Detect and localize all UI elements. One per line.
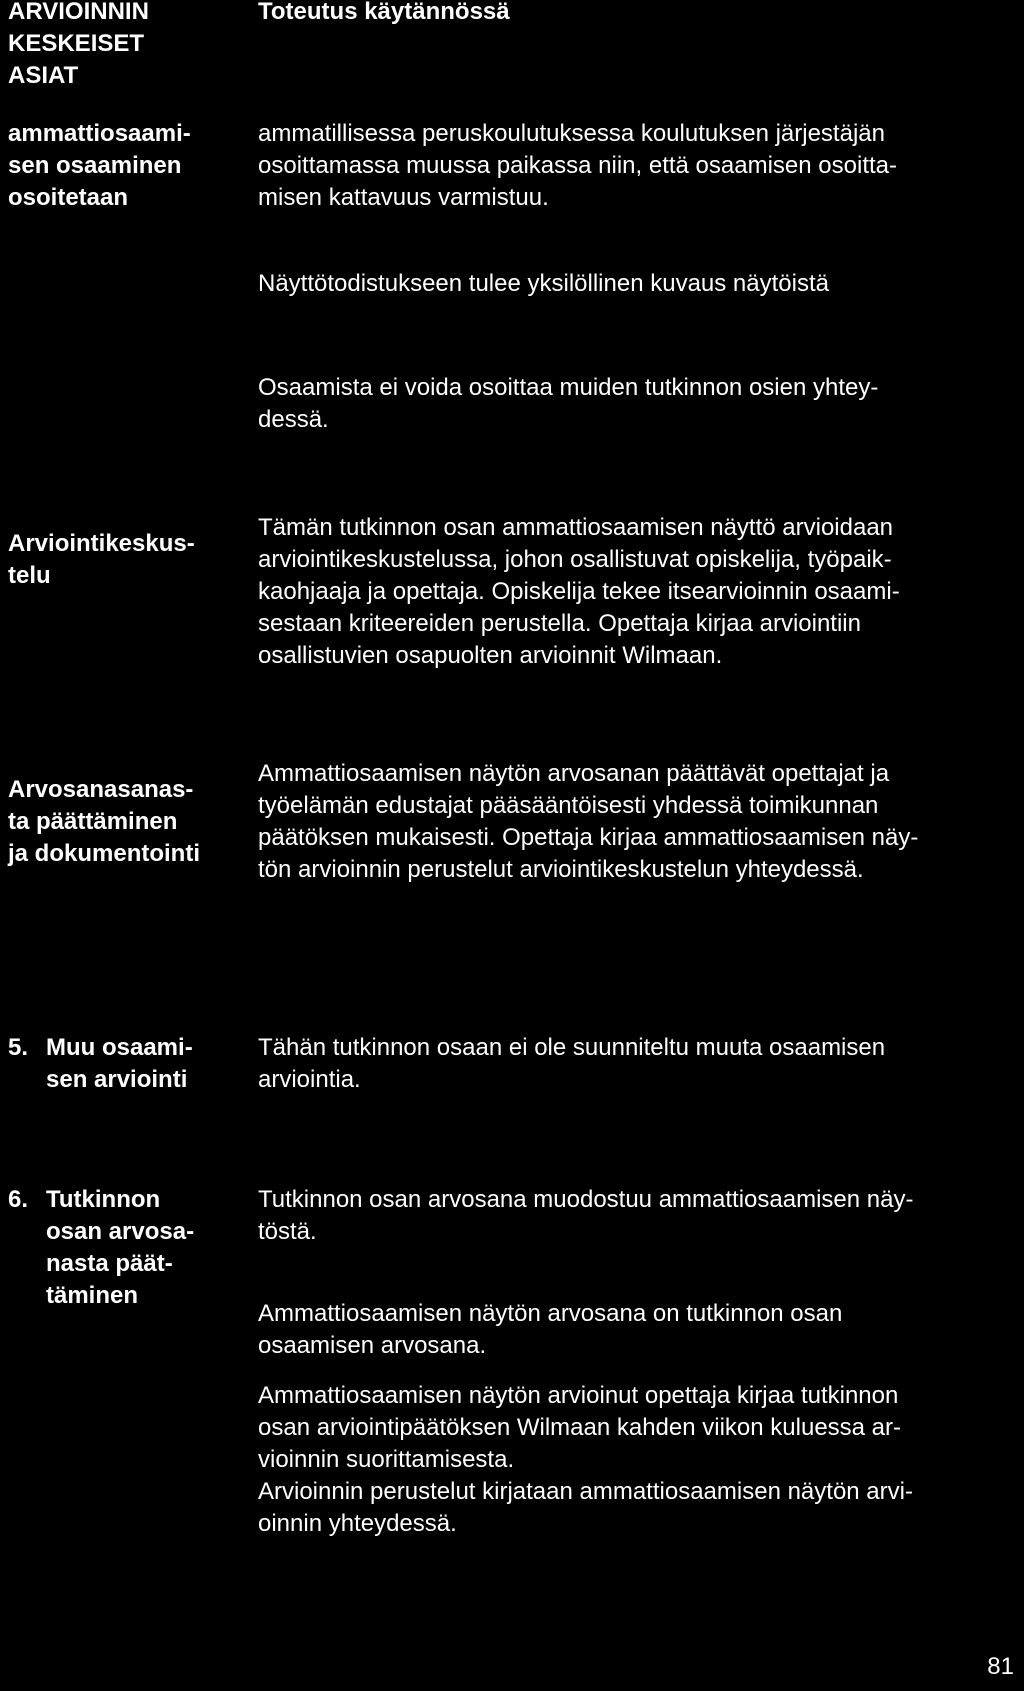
row4-label <box>8 1032 240 1096</box>
row4-label-line: sen arviointi <box>46 1066 188 1093</box>
row2-text <box>258 512 998 672</box>
text-line: päätöksen mukaisesti. Opettaja kirjaa ammattiosaamisen näy- <box>258 824 919 851</box>
row3-label-line: Arvosanasanas- <box>8 776 194 803</box>
text-line: Arvioinnin perustelut kirjataan ammattiosaamisen näytön arvi- <box>258 1478 913 1505</box>
row5-paragraph-1 <box>258 1184 998 1248</box>
row4-number: 5. <box>8 1034 29 1061</box>
row5-number: 6. <box>8 1186 29 1213</box>
text-line: osan arviointipäätöksen Wilmaan kahden viikon kuluessa ar- <box>258 1414 902 1441</box>
text-line: arviointia. <box>258 1066 361 1093</box>
text-line: Tähän tutkinnon osaan ei ole suunniteltu muuta osaamisen <box>258 1034 886 1061</box>
text-line: ammatillisessa peruskoulutuksessa koulutuksen järjestäjän <box>258 120 885 147</box>
text-line: Osaamista ei voida osoittaa muiden tutkinnon osien yhtey- <box>258 374 879 401</box>
text-line: misen kattavuus varmistuu. <box>258 184 549 211</box>
header-left-line: ASIAT <box>8 62 79 89</box>
text-line: Tutkinnon osan arvosana muodostuu ammattiosaamisen näy- <box>258 1186 914 1213</box>
row1-label-line: osoitetaan <box>8 184 129 211</box>
text-line: Tämän tutkinnon osan ammattiosaamisen näyttö arvioidaan <box>258 514 894 541</box>
row5-label-line: täminen <box>46 1282 139 1309</box>
row2-label-line: telu <box>8 562 51 589</box>
row5-paragraph-4 <box>258 1476 998 1540</box>
row5-label <box>8 1184 240 1312</box>
row4-label-line: 5. Muu osaami- <box>8 1032 240 1064</box>
row1-paragraph-1 <box>258 118 998 214</box>
row5-label-line: osan arvosa- <box>46 1218 195 1245</box>
row5-label-line: nasta päät- <box>46 1250 173 1277</box>
text-line: dessä. <box>258 406 329 433</box>
page-number: 81 <box>987 1653 1014 1680</box>
text-line: Ammattiosaamisen näytön arvosanan päättävät opettajat ja <box>258 760 890 787</box>
text-line: työelämän edustajat pääsääntöisesti yhdessä toimikunnan <box>258 792 879 819</box>
text-line: oinnin yhteydessä. <box>258 1510 457 1537</box>
text-line: kaohjaaja ja opettaja. Opiskelija tekee itsearvioinnin osaami- <box>258 578 900 605</box>
row1-label-line: sen osaaminen <box>8 152 182 179</box>
text-line: sestaan kriteereiden perustella. Opettaja kirjaa arviointiin <box>258 610 861 637</box>
row3-text <box>258 758 998 886</box>
row1-label <box>8 118 240 214</box>
row5-label-line: 6. Tutkinnon <box>8 1184 240 1216</box>
header-left-line: KESKEISET <box>8 30 145 57</box>
row1-paragraph-2 <box>258 268 998 300</box>
header-right-text: Toteutus käytännössä <box>258 0 510 25</box>
text-line: osaamisen arvosana. <box>258 1332 487 1359</box>
row5-paragraph-3 <box>258 1380 998 1476</box>
row4-text <box>258 1032 998 1096</box>
row3-label <box>8 774 240 870</box>
text-line: osallistuvien osapuolten arvioinnit Wilmaan. <box>258 642 723 669</box>
text-line: osoittamassa muussa paikassa niin, että osaamisen osoitta- <box>258 152 897 179</box>
text-line: arviointikeskustelussa, johon osallistuvat opiskelija, työpaik- <box>258 546 892 573</box>
header-right-label <box>258 0 998 28</box>
row3-label-line: ja dokumentointi <box>8 840 200 867</box>
header-left-line: ARVIOINNIN <box>8 0 149 25</box>
row3-label-line: ta päättäminen <box>8 808 178 835</box>
row1-label-line: ammattiosaami- <box>8 120 191 147</box>
row5-paragraph-2 <box>258 1298 998 1362</box>
text-line: tön arvioinnin perustelut arviointikeskustelun yhteydessä. <box>258 856 864 883</box>
row2-label-line: Arviointikeskus- <box>8 530 195 557</box>
text-line: Näyttötodistukseen tulee yksilöllinen kuvaus näytöistä <box>258 270 829 297</box>
text-line: töstä. <box>258 1218 317 1245</box>
row1-paragraph-3 <box>258 372 998 436</box>
row2-label <box>8 528 240 592</box>
text-line: Ammattiosaamisen näytön arvioinut opettaja kirjaa tutkinnon <box>258 1382 899 1409</box>
text-line: Ammattiosaamisen näytön arvosana on tutkinnon osan <box>258 1300 843 1327</box>
header-left-label <box>8 0 240 92</box>
text-line: vioinnin suorittamisesta. <box>258 1446 515 1473</box>
